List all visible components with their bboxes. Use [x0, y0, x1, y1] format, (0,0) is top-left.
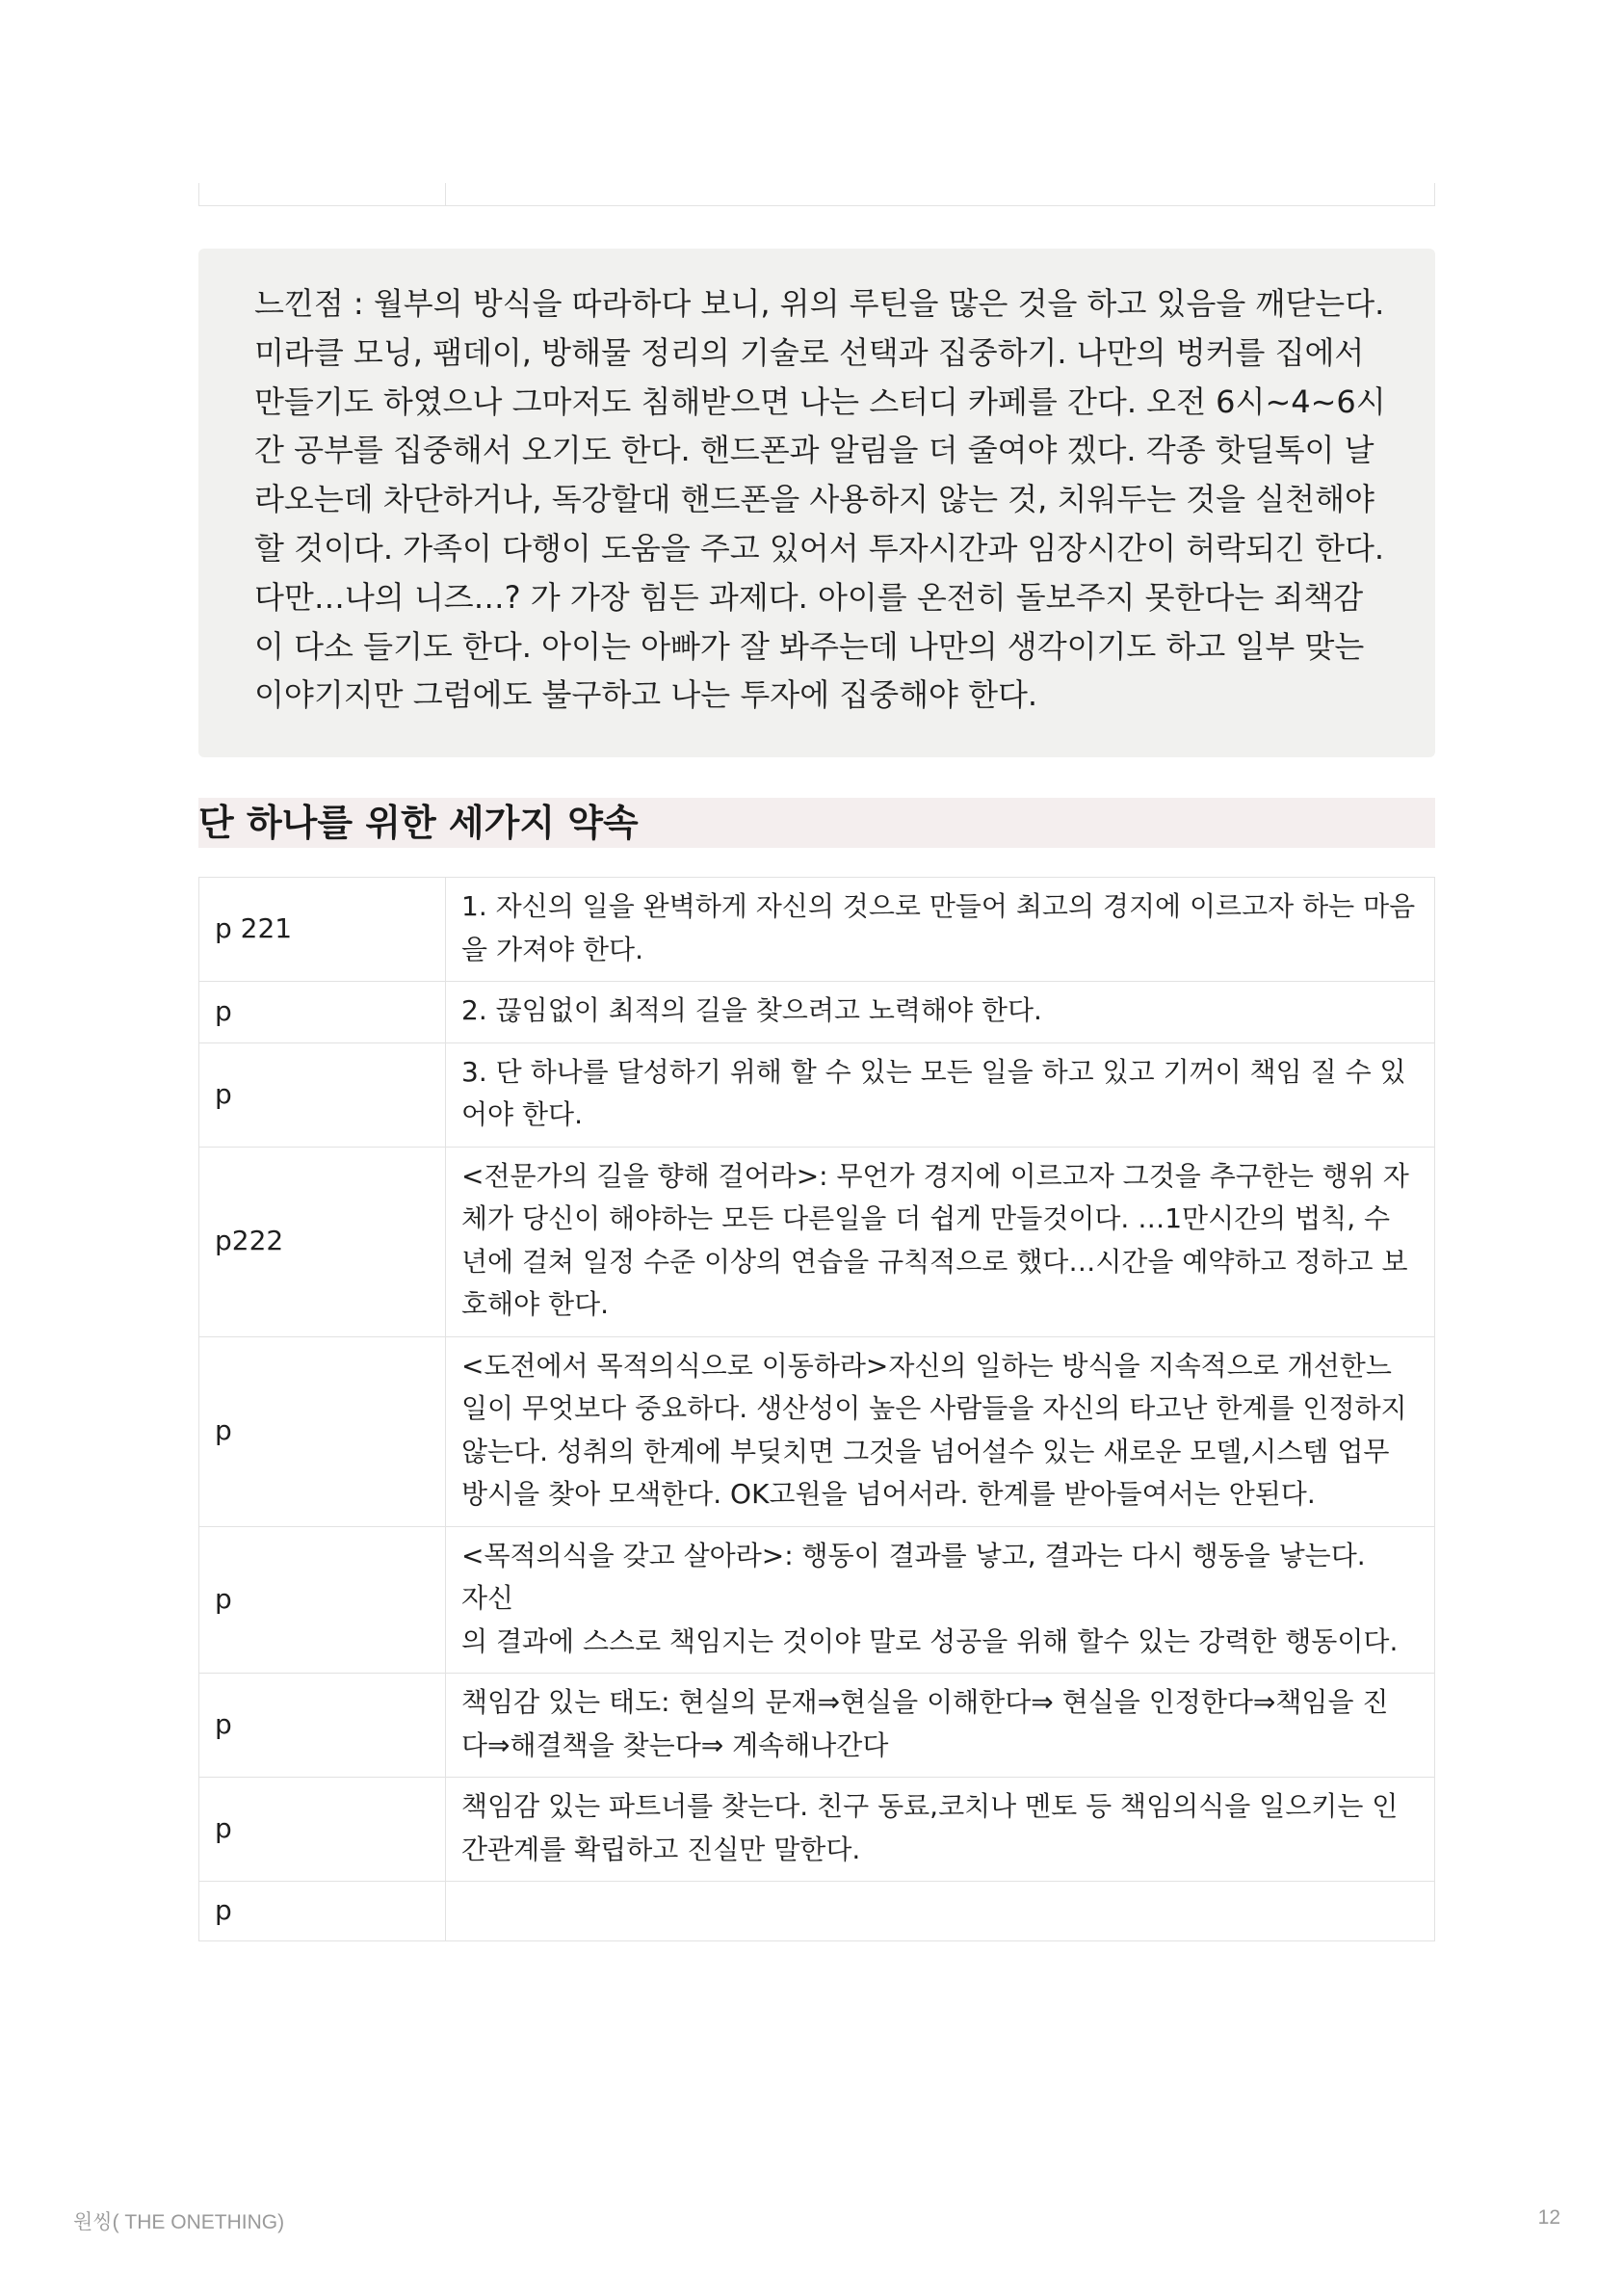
page-cell: p — [199, 1882, 446, 1941]
page-cell: p — [199, 1526, 446, 1674]
callout-line: 이야기지만 그럼에도 불구하고 나는 투자에 집중해야 한다. — [254, 676, 1038, 714]
note-cell — [446, 1526, 1435, 1674]
page-cell: p — [199, 1042, 446, 1147]
note-line: 어야 한다. — [461, 1098, 583, 1130]
table-row — [199, 1778, 1435, 1882]
notes-table — [198, 877, 1435, 1941]
callout-line: 다만…나의 니즈…? 가 가장 힘든 과제다. 아이를 온전히 돌보주지 못한다는 죄책감 — [254, 578, 1364, 616]
note-line: 다⇒해결책을 찾는다⇒ 계속해나간다 — [461, 1729, 889, 1761]
callout-line: 할 것이다. 가족이 다행이 도움을 주고 있어서 투자시간과 임장시간이 허락되긴 한다. — [254, 529, 1385, 567]
page-cell: p — [199, 982, 446, 1043]
note-line: 호해야 한다. — [461, 1288, 610, 1320]
note-cell — [446, 1882, 1435, 1941]
page-cell: p 221 — [199, 878, 446, 982]
footer-page-number: 12 — [1537, 2206, 1560, 2229]
note-cell — [446, 1042, 1435, 1147]
callout-line: 라오는데 차단하거나, 독강할대 핸드폰을 사용하지 않는 것, 치워두는 것을 실천해야 — [254, 481, 1374, 518]
table-row — [199, 1336, 1435, 1526]
previous-table-remnant — [198, 183, 1435, 206]
note-cell — [446, 1778, 1435, 1882]
note-line: <목적의식을 갖고 살아라>: 행동이 결과를 낳고, 결과는 다시 행동을 낳는다. 자신 — [461, 1539, 1366, 1614]
callout-line: 만들기도 하였으나 그마저도 침해받으면 나는 스터디 카페를 간다. 오전 6시~4~6시 — [254, 383, 1386, 420]
table-column-divider — [445, 183, 446, 205]
note-cell — [446, 1674, 1435, 1778]
callout-line: 이 다소 들기도 한다. 아이는 아빠가 잘 봐주는데 나만의 생각이기도 하고 일부 맞는 — [254, 627, 1365, 665]
note-line: 년에 걸쳐 일정 수준 이상의 연습을 규칙적으로 했다…시간을 예약하고 정하고 보 — [461, 1245, 1408, 1278]
table-row — [199, 1882, 1435, 1941]
callout-line: 간 공부를 집중해서 오기도 한다. 핸드폰과 알림을 더 줄여야 겠다. 각종 핫딜톡이 날 — [254, 432, 1374, 469]
note-line: 책임감 있는 파트너를 찾는다. 친구 동료,코치나 멘토 등 책임의식을 일으키는 인 — [461, 1790, 1399, 1822]
table-row — [199, 878, 1435, 982]
note-cell — [446, 1147, 1435, 1336]
page-cell: p — [199, 1778, 446, 1882]
note-line: 3. 단 하나를 달성하기 위해 할 수 있는 모든 일을 하고 있고 기꺼이 책임 질 수 있 — [461, 1055, 1406, 1088]
note-line: 책임감 있는 태도: 현실의 문재⇒현실을 이해한다⇒ 현실을 인정한다⇒책임을 진 — [461, 1686, 1389, 1718]
note-line: 체가 당신이 해야하는 모든 다른일을 더 쉽게 만들것이다. …1만시간의 법칙, 수 — [461, 1202, 1391, 1234]
table-row — [199, 1147, 1435, 1336]
note-cell — [446, 982, 1435, 1043]
reflection-callout — [198, 249, 1435, 757]
note-line: 방시을 찾아 모색한다. OK고원을 넘어서라. 한계를 받아들여서는 안된다. — [461, 1478, 1316, 1510]
table-row — [199, 1674, 1435, 1778]
note-cell — [446, 1336, 1435, 1526]
note-line: 않는다. 성취의 한계에 부딪치면 그것을 넘어설수 있는 새로운 모델,시스템 업무 — [461, 1435, 1390, 1467]
section-heading: 단 하나를 위한 세가지 약속 — [198, 798, 1435, 848]
note-line: <전문가의 길을 향해 걸어라>: 무언가 경지에 이르고자 그것을 추구한는 행위 자 — [461, 1159, 1409, 1192]
note-line: 간관계를 확립하고 진실만 말한다. — [461, 1833, 861, 1865]
callout-line: 느낀점 : 월부의 방식을 따라하다 보니, 위의 루틴을 많은 것을 하고 있음을 깨닫는다. — [254, 285, 1385, 322]
page-cell: p — [199, 1674, 446, 1778]
note-cell — [446, 878, 1435, 982]
table-row — [199, 982, 1435, 1043]
page-cell: p222 — [199, 1147, 446, 1336]
note-line: 을 가져야 한다. — [461, 933, 643, 965]
table-row — [199, 1526, 1435, 1674]
note-line: 일이 무엇보다 중요하다. 생산성이 높은 사람들을 자신의 타고난 한계를 인정하지 — [461, 1392, 1407, 1424]
page-cell: p — [199, 1336, 446, 1526]
note-line: <도전에서 목적의식으로 이동하라>자신의 일하는 방식을 지속적으로 개선한느 — [461, 1349, 1392, 1382]
note-line: 1. 자신의 일을 완벽하게 자신의 것으로 만들어 최고의 경지에 이르고자 하는 마음 — [461, 890, 1416, 922]
callout-line: 미라클 모닝, 팸데이, 방해물 정리의 기술로 선택과 집중하기. 나만의 벙커를 집에서 — [254, 333, 1365, 371]
table-row — [199, 1042, 1435, 1147]
footer-doc-title: 원씽( THE ONETHING) — [73, 2211, 285, 2233]
note-line: 2. 끊임없이 최적의 길을 찾으려고 노력해야 한다. — [461, 994, 1042, 1026]
note-line: 의 결과에 스스로 책임지는 것이야 말로 성공을 위해 할수 있는 강력한 행동이다. — [461, 1624, 1399, 1657]
